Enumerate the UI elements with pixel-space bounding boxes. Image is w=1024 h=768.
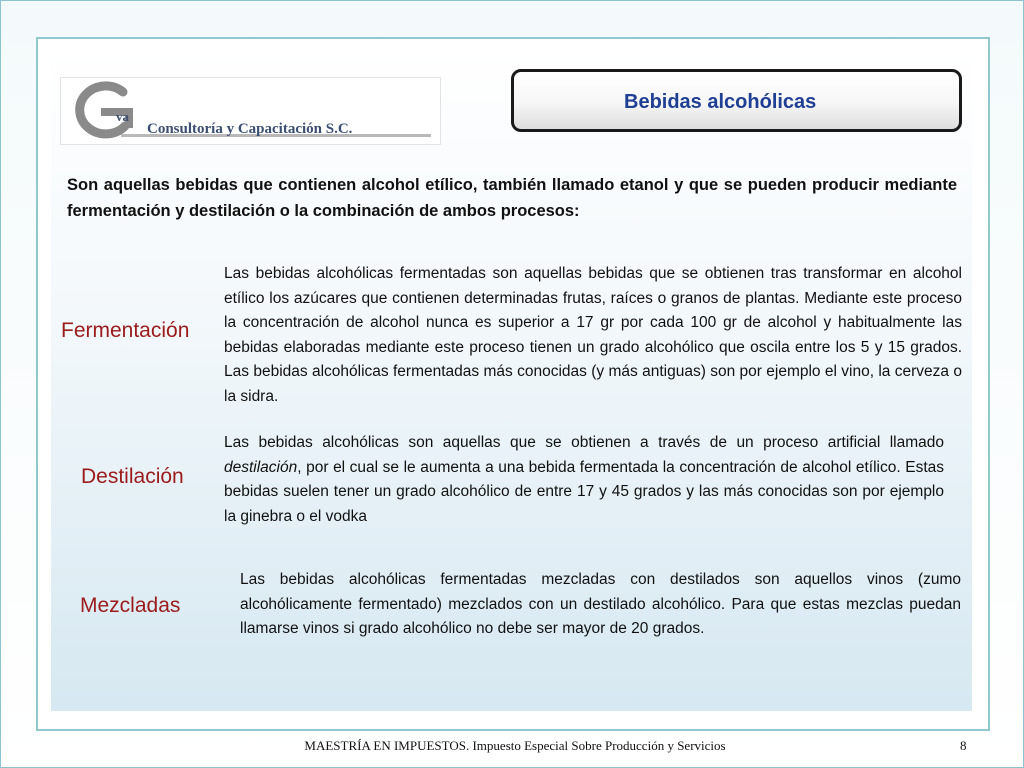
logo-letters: va (116, 109, 129, 124)
destilacion-text-after: , por el cual se le aumenta a una bebida fermentada la concentración de alcohol etílico. Estas bebidas suelen tener un grado alcohólico de entre 17 y 45 grados y las más conocidas son por ejemplo la ginebra o el vodka (224, 458, 944, 525)
company-logo (60, 77, 441, 145)
slide-title: Bebidas alcohólicas (624, 91, 817, 113)
section-text-mezcladas: Las bebidas alcohólicas fermentadas mezcladas con destilados son aquellos vinos (zumo alcohólicamente fermentado) mezclados con un destilado alcohólico. Para que estas mezclas puedan llamarse vinos si grado alcohólico no debe ser mayor de 20 grados. (240, 571, 961, 637)
section-label-mezcladas: Mezcladas (80, 594, 181, 617)
destilacion-text-before: Las bebidas alcohólicas son aquellas que se obtienen a través de un proceso artificial llamado (224, 434, 944, 451)
title-box (511, 69, 962, 132)
destilacion-text-emphasis: destilación (224, 458, 298, 476)
page-number: 8 (960, 738, 967, 753)
section-text-fermentacion: Las bebidas alcohólicas fermentadas son aquellas bebidas que se obtienen tras transformar en alcohol etílico los azúcares que contienen determinadas frutas, raíces o granos de plantas. Mediante este proceso la concentración de alcohol nunca es superior a 17 gr por cada 100 gr de alcohol y habitualmente las bebidas elaboradas mediante este proceso tienen un grado alcohólico que oscila entre los 5 y 15 grados. Las bebidas alcohólicas fermentadas más conocidas (y más antiguas) son por ejemplo el vino, la cerveza o la sidra. (224, 265, 962, 405)
logo-company-name: Consultoría y Capacitación S.C. (147, 121, 353, 137)
footer-course-title: MAESTRÍA EN IMPUESTOS. Impuesto Especial Sobre Producción y Servicios (304, 738, 726, 753)
section-label-destilacion: Destilación (81, 465, 184, 488)
intro-paragraph: Son aquellas bebidas que contienen alcohol etílico, también llamado etanol y que se pueden producir mediante fermentación y destilación o la combinación de ambos procesos: (67, 176, 957, 220)
section-label-fermentacion: Fermentación (61, 319, 190, 342)
section-text-destilacion (224, 431, 944, 529)
